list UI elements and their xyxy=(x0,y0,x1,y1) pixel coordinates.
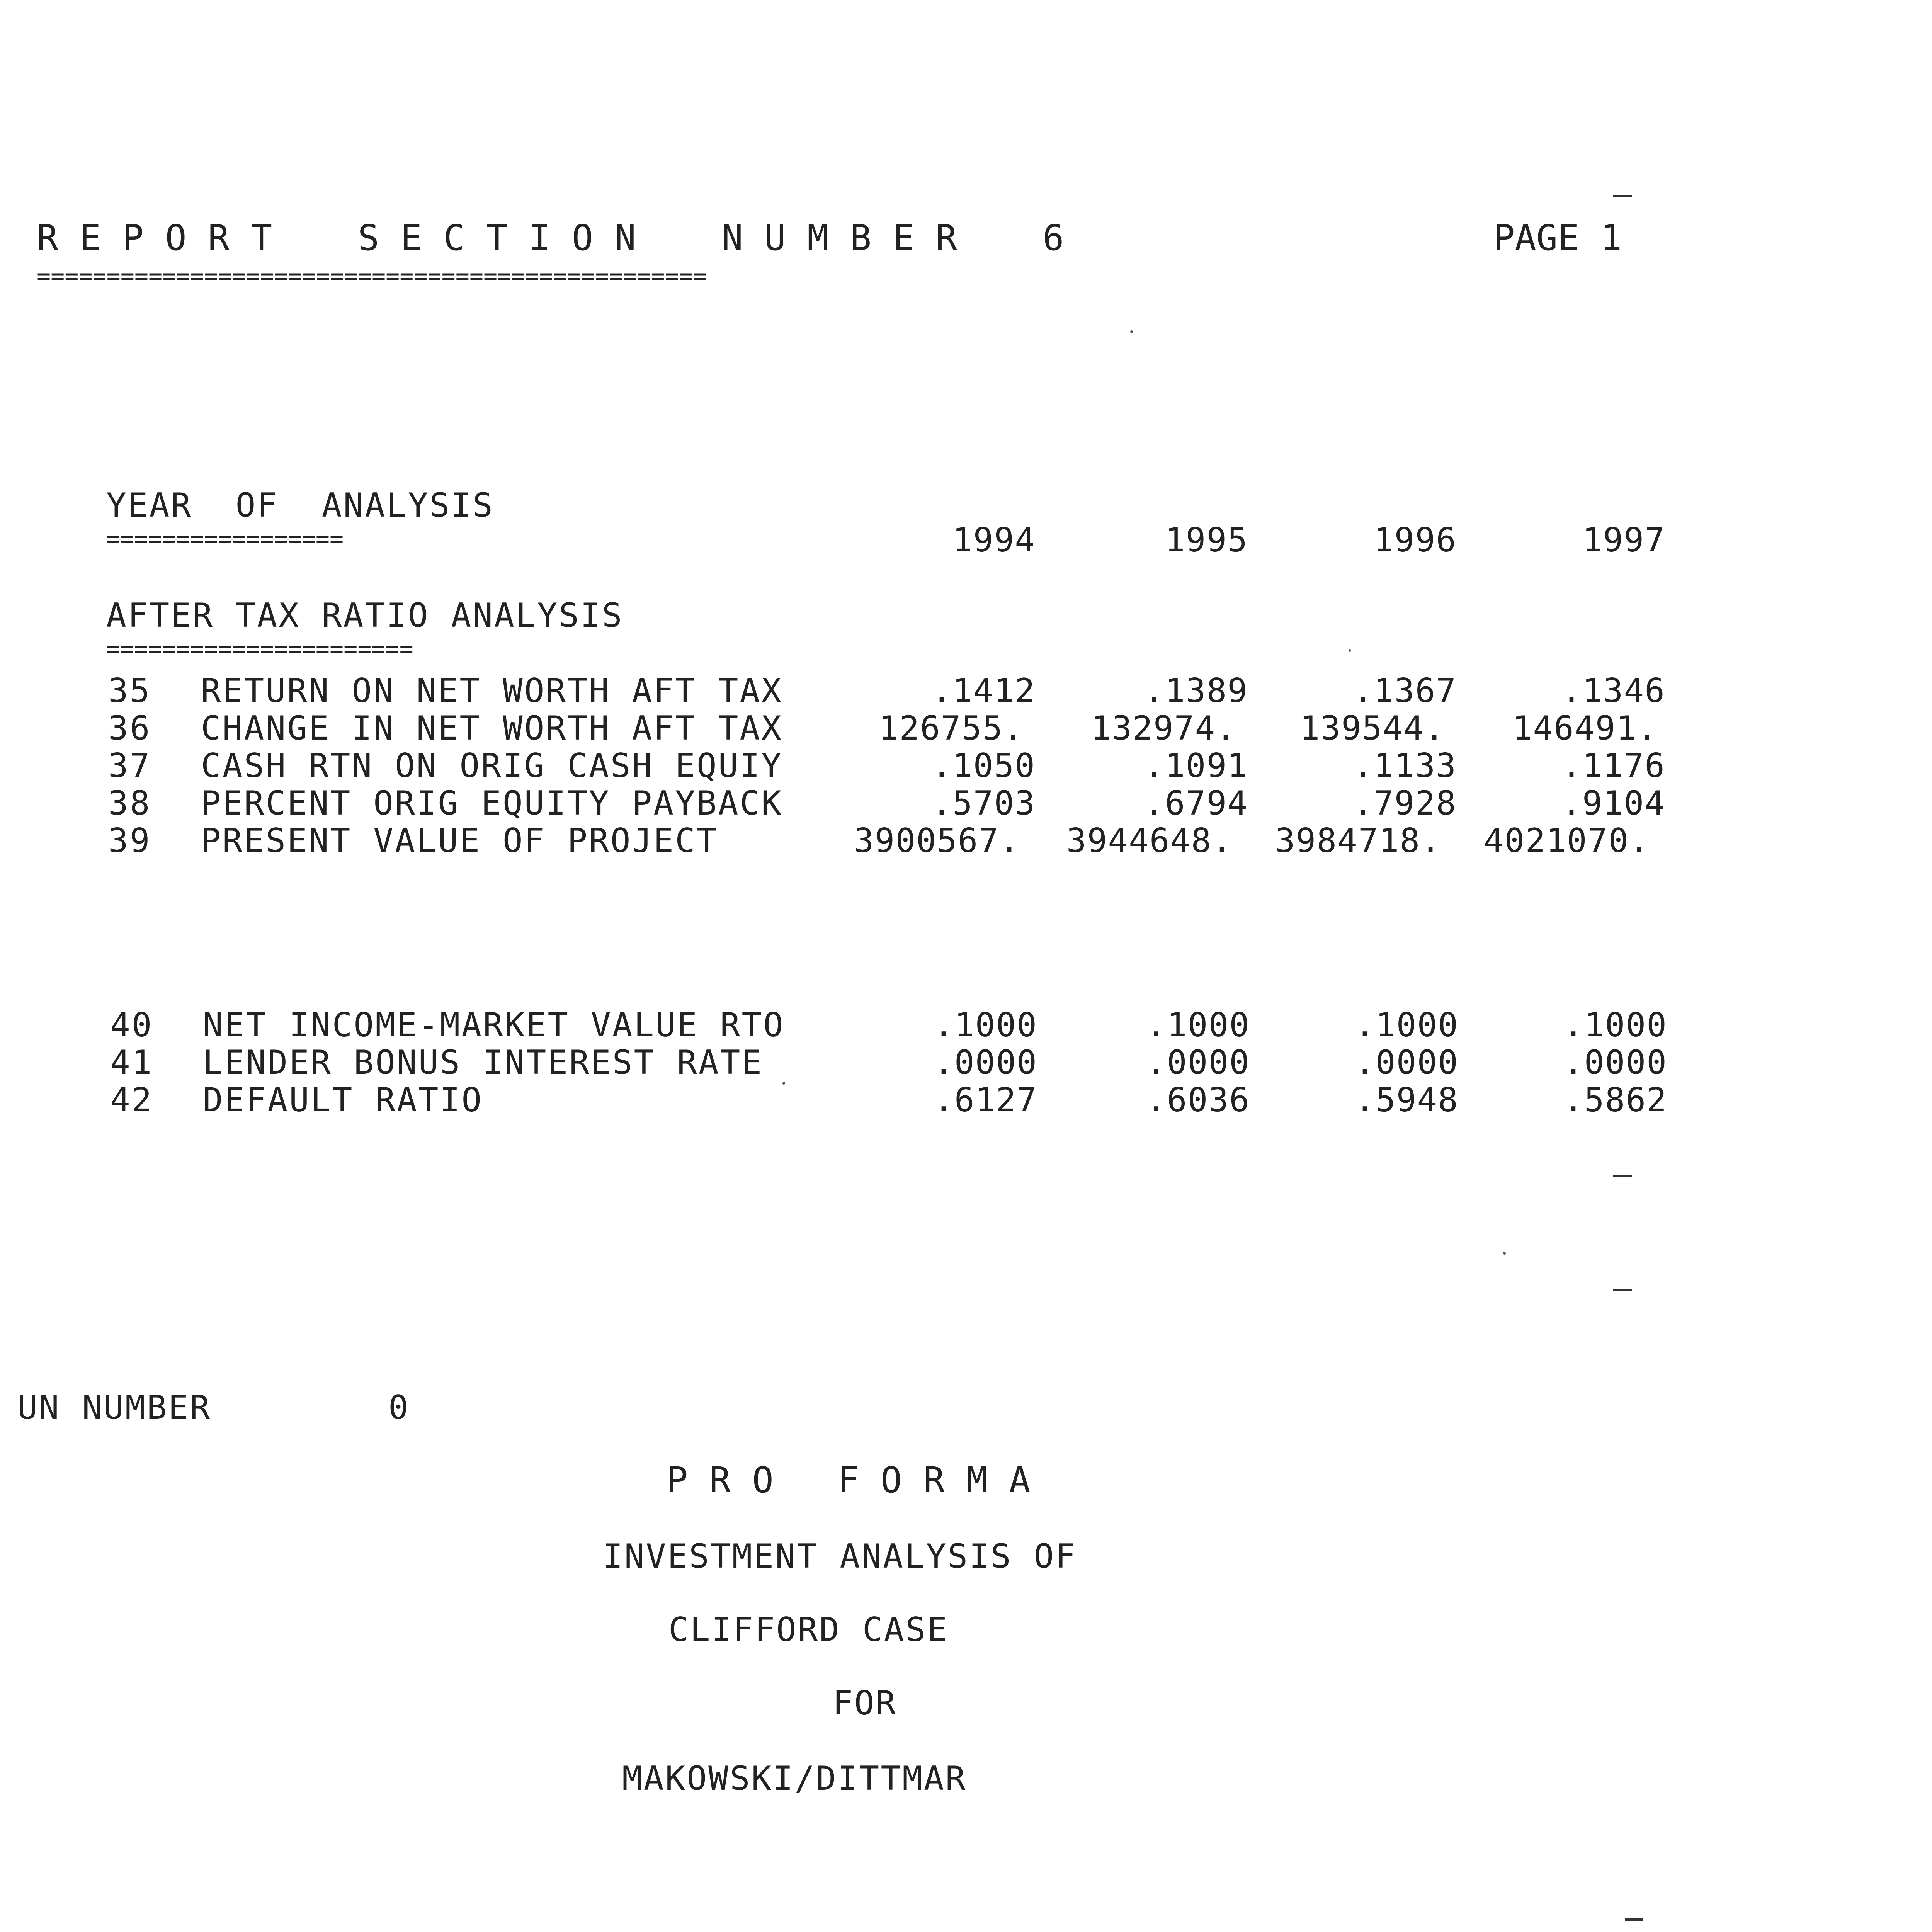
row-number: 39 xyxy=(108,821,151,860)
row-value: 146491. xyxy=(1512,709,1658,748)
section-6-year-1994: 1994 xyxy=(952,521,1036,560)
section-6-group-rule: ====================== xyxy=(106,638,413,661)
row-value: 132974. xyxy=(1091,709,1236,748)
row-value: 3984718. xyxy=(1275,821,1441,860)
scan-speck xyxy=(782,1082,785,1085)
row-value: .6127 xyxy=(934,1081,1037,1119)
section-6-header-rule: ================================================ xyxy=(37,265,707,288)
row-value: .1050 xyxy=(932,747,1036,785)
margin-mark xyxy=(1613,1289,1632,1291)
row-value: .1000 xyxy=(1146,1006,1250,1044)
scan-speck xyxy=(1349,649,1351,652)
row-value: .6794 xyxy=(1144,784,1248,823)
row-label: LENDER BONUS INTEREST RATE xyxy=(203,1043,764,1082)
run-number-value: 0 xyxy=(388,1388,410,1427)
row-value: .1346 xyxy=(1561,672,1665,710)
row-number: 40 xyxy=(110,1006,153,1044)
row-value: .1000 xyxy=(1355,1006,1459,1044)
cover-line-3: FOR xyxy=(833,1684,898,1723)
section-6-year-1996: 1996 xyxy=(1373,521,1457,560)
row-number: 36 xyxy=(108,709,151,748)
row-number: 41 xyxy=(110,1043,153,1082)
row-value: .0000 xyxy=(1563,1043,1667,1082)
section-6-year-heading: YEAR OF ANALYSIS xyxy=(106,486,494,525)
run-number-label: UN NUMBER xyxy=(17,1388,211,1427)
margin-mark xyxy=(1613,195,1632,197)
row-value: .1412 xyxy=(932,672,1036,710)
row-value: 126755. xyxy=(878,709,1024,748)
row-value: .5862 xyxy=(1563,1081,1667,1119)
row-value: .6036 xyxy=(1146,1081,1250,1119)
row-value: 3900567. xyxy=(854,821,1020,860)
row-value: .5948 xyxy=(1355,1081,1459,1119)
section-6-year-1997: 1997 xyxy=(1582,521,1665,560)
row-number: 38 xyxy=(108,784,151,823)
section-6-group-heading: AFTER TAX RATIO ANALYSIS xyxy=(106,596,624,635)
margin-mark xyxy=(1613,1175,1632,1177)
section-6-header-title: R E P O R T S E C T I O N N U M B E R 6 xyxy=(37,217,1064,259)
pro-forma-title: P R O F O R M A xyxy=(667,1459,1031,1501)
cover-line-1: INVESTMENT ANALYSIS OF xyxy=(603,1537,1077,1576)
scan-speck xyxy=(1503,1252,1506,1255)
row-label: CASH RTN ON ORIG CASH EQUIY xyxy=(201,747,783,785)
row-number: 42 xyxy=(110,1081,153,1119)
row-value: .1091 xyxy=(1144,747,1248,785)
row-label: RETURN ON NET WORTH AFT TAX xyxy=(201,672,783,710)
row-label: PRESENT VALUE OF PROJECT xyxy=(201,821,718,860)
row-number: 35 xyxy=(108,672,151,710)
row-label: PERCENT ORIG EQUITY PAYBACK xyxy=(201,784,783,823)
section-6-page-label: PAGE 1 xyxy=(1493,217,1622,259)
row-value: 139544. xyxy=(1299,709,1445,748)
row-value: .5703 xyxy=(932,784,1036,823)
row-value: .0000 xyxy=(1146,1043,1250,1082)
cover-line-4: MAKOWSKI/DITTMAR xyxy=(622,1759,967,1798)
row-value: .1176 xyxy=(1561,747,1665,785)
row-value: .0000 xyxy=(934,1043,1037,1082)
margin-mark xyxy=(1625,1918,1643,1921)
row-value: .1133 xyxy=(1353,747,1457,785)
section-6-year-1995: 1995 xyxy=(1165,521,1248,560)
row-label: NET INCOME-MARKET VALUE RTO xyxy=(203,1006,785,1044)
row-value: .9104 xyxy=(1561,784,1665,823)
section-6-year-rule: ================= xyxy=(106,527,344,551)
row-value: 3944648. xyxy=(1066,821,1233,860)
row-value: .1000 xyxy=(934,1006,1037,1044)
row-label: CHANGE IN NET WORTH AFT TAX xyxy=(201,709,783,748)
row-value: .0000 xyxy=(1355,1043,1459,1082)
row-value: .7928 xyxy=(1353,784,1457,823)
row-value: .1389 xyxy=(1144,672,1248,710)
scan-speck xyxy=(1130,330,1133,333)
row-number: 37 xyxy=(108,747,151,785)
cover-line-2: CLIFFORD CASE xyxy=(668,1611,949,1649)
row-value: .1000 xyxy=(1563,1006,1667,1044)
row-label: DEFAULT RATIO xyxy=(203,1081,483,1119)
row-value: .1367 xyxy=(1353,672,1457,710)
row-value: 4021070. xyxy=(1483,821,1650,860)
